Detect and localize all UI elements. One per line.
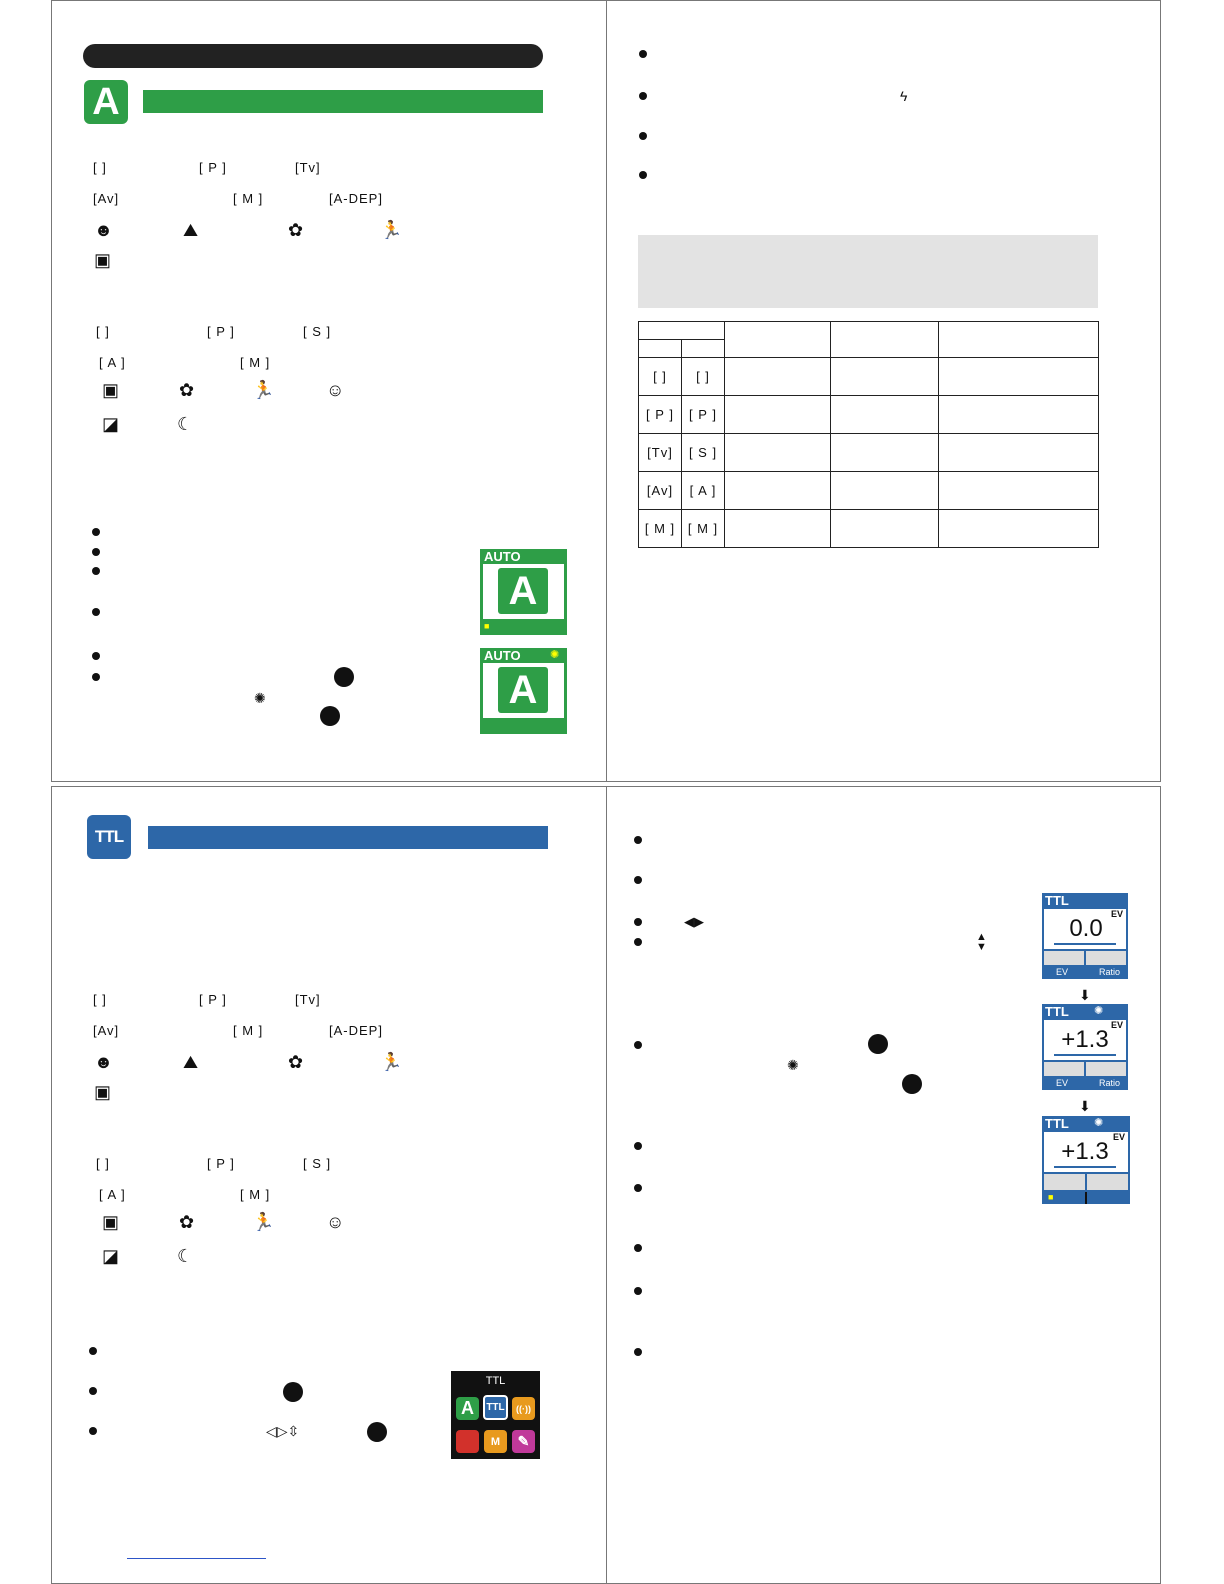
ev-value: 0.0 [1069, 915, 1103, 942]
macro-flower-icon: ✿ [288, 220, 304, 240]
ttl-screen-1 [1042, 893, 1128, 979]
bullet [634, 1041, 642, 1049]
flash-ready-icon: ✺ [550, 649, 560, 661]
nikon-mode-a: [ A ] [99, 355, 126, 370]
portrait-icon: ☻ [94, 220, 113, 240]
flash-ready-icon: ✺ [787, 1057, 799, 1073]
screen-title: AUTO [484, 648, 521, 663]
button-icon [367, 1422, 387, 1442]
menu-item-manual[interactable]: M [484, 1430, 507, 1453]
canon-mode-m: [ M ] [233, 191, 264, 206]
bullet [639, 92, 647, 100]
night-portrait-icon: ▣ [94, 1082, 112, 1102]
portrait-icon: ☻ [94, 1052, 113, 1072]
ev-unit: EV [1111, 909, 1124, 919]
softkey-right: Ratio [1099, 967, 1121, 977]
landscape-icon: ⛰ [183, 1052, 199, 1072]
nikon-mode-p: [ P ] [207, 1156, 235, 1171]
canon-mode-full-auto: [ ] [93, 992, 107, 1007]
canon-mode-m: [ M ] [233, 1023, 264, 1038]
mode-a-badge: A [498, 667, 548, 713]
arrow-keys-icon: ◁▷⇳ [266, 1423, 300, 1439]
nikon-mode-m: [ M ] [240, 355, 271, 370]
bullet [89, 1347, 97, 1355]
landscape-icon: ⛰ [183, 220, 199, 240]
down-arrow-icon: ⬇ [1079, 1098, 1091, 1114]
section-ttl-title-bar [148, 826, 548, 849]
ttl-screen-3 [1042, 1116, 1130, 1204]
sports-icon: 🏃 [252, 1212, 275, 1232]
nikon-mode-auto: [ ] [96, 1156, 110, 1171]
footer-link[interactable] [127, 1558, 266, 1559]
button-icon [320, 706, 340, 726]
auto-mode-screen [480, 549, 567, 635]
sports-icon: 🏃 [252, 380, 275, 400]
menu-item-flash-off[interactable] [456, 1430, 479, 1453]
ttl-screen-2 [1042, 1004, 1128, 1090]
menu-item-auto[interactable]: A [456, 1397, 479, 1420]
screen-title: TTL [1045, 1004, 1069, 1019]
macro-flower-icon: ✿ [179, 1212, 195, 1232]
canon-mode-adep: [A-DEP] [329, 1023, 383, 1038]
sports-icon: 🏃 [380, 1052, 403, 1072]
bullet [634, 876, 642, 884]
left-right-arrows-icon: ◀▶ [684, 914, 704, 929]
flash-icon: ϟ [900, 88, 908, 104]
nikon-mode-s: [ S ] [303, 1156, 332, 1171]
note-box [638, 235, 1098, 308]
up-down-arrows-icon: ▲ ▼ [976, 931, 987, 953]
bullet [92, 548, 100, 556]
nikon-mode-auto: [ ] [96, 324, 110, 339]
ev-value: +1.3 [1061, 1138, 1109, 1165]
bullet [92, 567, 100, 575]
bullet [92, 673, 100, 681]
nikon-mode-s: [ S ] [303, 324, 332, 339]
child-icon: ☺ [326, 380, 345, 400]
button-icon [902, 1074, 922, 1094]
bullet [634, 1184, 642, 1192]
page-frame-bottom-left [51, 786, 607, 1584]
bullet [634, 938, 642, 946]
bullet [89, 1387, 97, 1395]
button-icon [868, 1034, 888, 1054]
screen-title: TTL [485, 1375, 506, 1387]
menu-item-ttl[interactable]: TTL [483, 1395, 508, 1420]
softkey-left: EV [1056, 967, 1069, 977]
lock-icon: ■ [1048, 1192, 1054, 1202]
table-row: [ P ] [ P ] [639, 396, 1099, 434]
canon-mode-p: [ P ] [199, 160, 227, 175]
lock-icon: ■ [484, 621, 490, 631]
bullet [89, 1427, 97, 1435]
ev-unit: EV [1113, 1132, 1126, 1142]
button-icon [334, 667, 354, 687]
canon-mode-p: [ P ] [199, 992, 227, 1007]
canon-mode-av: [Av] [93, 191, 120, 206]
landscape-icon: ◪ [102, 414, 120, 434]
screen-title: TTL [1045, 893, 1069, 908]
canon-mode-av: [Av] [93, 1023, 120, 1038]
down-arrow-icon: ⬇ [1079, 987, 1091, 1003]
night-portrait-icon: ▣ [102, 1212, 120, 1232]
softkey-left: EV [1056, 1078, 1069, 1088]
screen-title: TTL [1045, 1116, 1069, 1131]
bullet [639, 132, 647, 140]
macro-flower-icon: ✿ [179, 380, 195, 400]
bullet [634, 918, 642, 926]
mode-a-badge: A [498, 568, 548, 614]
canon-mode-adep: [A-DEP] [329, 191, 383, 206]
button-icon [283, 1382, 303, 1402]
softkey-right: Ratio [1099, 1078, 1121, 1088]
flash-ready-icon: ✺ [1094, 1117, 1104, 1129]
child-icon: ☺ [326, 1212, 345, 1232]
bullet [634, 1142, 642, 1150]
table-row: [ ] [ ] [639, 358, 1099, 396]
night-landscape-icon: ☾ [177, 414, 194, 434]
table-row: [Av] [ A ] [639, 472, 1099, 510]
menu-item-wireless[interactable]: ((·)) [512, 1397, 535, 1420]
nikon-mode-m: [ M ] [240, 1187, 271, 1202]
canon-mode-full-auto: [ ] [93, 160, 107, 175]
menu-item-settings[interactable]: ✎ [512, 1430, 535, 1453]
mode-ttl-badge: TTL [87, 815, 131, 859]
header-bar [83, 44, 543, 68]
canon-mode-tv: [Tv] [295, 992, 321, 1007]
bullet [92, 652, 100, 660]
table-row: [Tv] [ S ] [639, 434, 1099, 472]
canon-mode-tv: [Tv] [295, 160, 321, 175]
night-landscape-icon: ☾ [177, 1246, 194, 1266]
nikon-mode-a: [ A ] [99, 1187, 126, 1202]
night-portrait-icon: ▣ [94, 250, 112, 270]
bullet [639, 50, 647, 58]
auto-mode-screen-flash [480, 648, 567, 734]
night-portrait-icon: ▣ [102, 380, 120, 400]
bullet [634, 1287, 642, 1295]
flash-ready-icon: ✺ [1094, 1005, 1104, 1017]
bullet [634, 1348, 642, 1356]
flash-ready-icon: ✺ [254, 690, 266, 706]
bullet [634, 836, 642, 844]
landscape-icon: ◪ [102, 1246, 120, 1266]
mode-a-badge: A [84, 80, 128, 124]
table-row: [ M ] [ M ] [639, 510, 1099, 548]
screen-title: AUTO [484, 549, 521, 564]
macro-flower-icon: ✿ [288, 1052, 304, 1072]
section-a-title-bar [143, 90, 543, 113]
bullet [639, 171, 647, 179]
bullet [92, 608, 100, 616]
ev-value: +1.3 [1061, 1026, 1109, 1053]
ev-unit: EV [1111, 1020, 1124, 1030]
bullet [92, 528, 100, 536]
nikon-mode-p: [ P ] [207, 324, 235, 339]
bullet [634, 1244, 642, 1252]
sports-icon: 🏃 [380, 220, 403, 240]
mode-comparison-table [638, 321, 1099, 548]
mode-menu-screen [451, 1371, 540, 1459]
